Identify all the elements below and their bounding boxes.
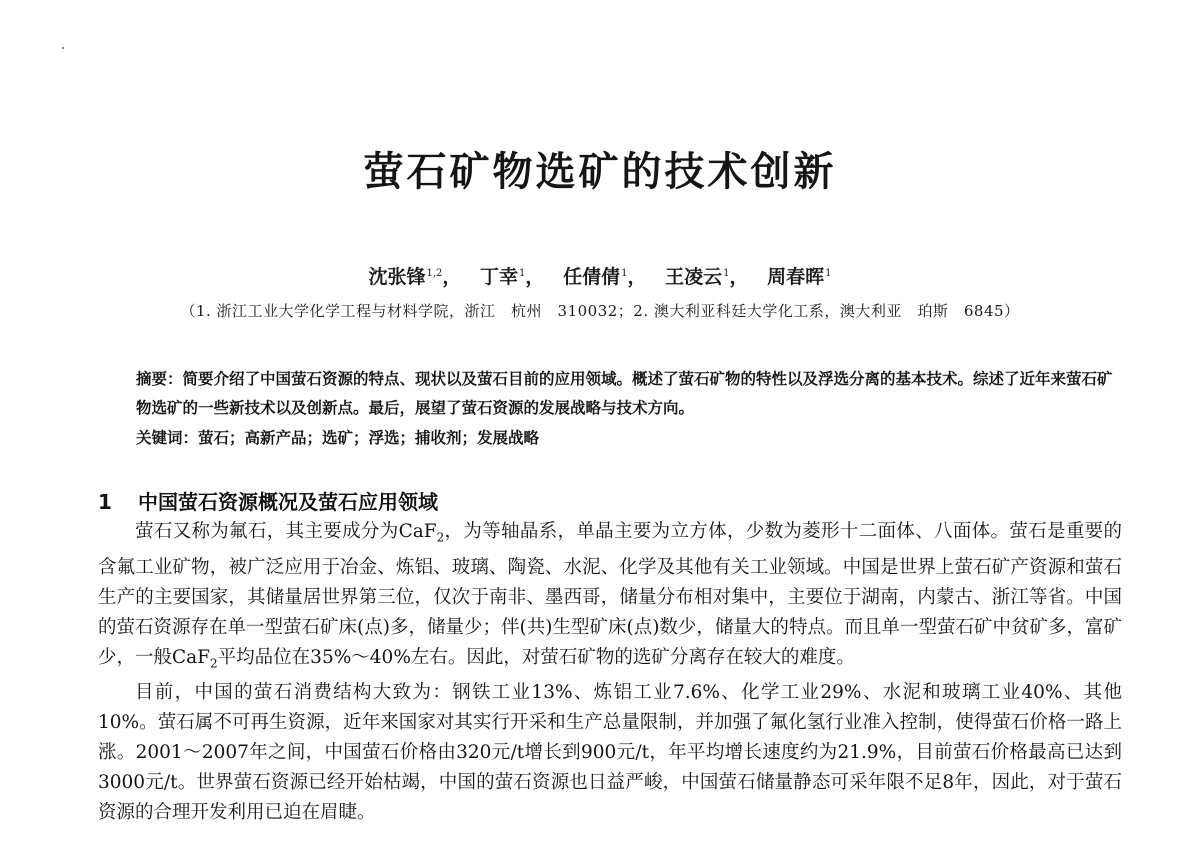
- author-separator: ，: [525, 266, 545, 288]
- author-affiliation-mark: 1,2: [426, 267, 443, 279]
- author-5: [767, 262, 831, 289]
- author-affiliation-mark: 1: [519, 267, 526, 279]
- author-2: [480, 262, 525, 289]
- abstract-text: 简要介绍了中国萤石资源的特点、现状以及萤石目前的应用领域。概述了萤石矿物的特性以及浮选分离的基本技术。综述了近年来萤石矿物选矿的一些新技术以及创新点。最后，展望了萤石资源的发展战略与技术方向。: [136, 369, 1113, 417]
- keywords: [136, 423, 1126, 452]
- author-name: 王凌云: [665, 266, 723, 288]
- keywords-label: 关键词：: [136, 428, 199, 447]
- author-4: [665, 262, 729, 289]
- author-name: 周春晖: [767, 266, 825, 288]
- paragraph-2: 目前，中国的萤石消费结构大致为：钢铁工业13%、炼铝工业7.6%、化学工业29%、水泥和玻璃工业40%、其他10%。萤石属不可再生资源，近年来国家对其实行开采和生产总量限制，并加强了氟化氢行业准入控制，使得萤石价格一路上涨。2001～2007年之间，中国萤石价格由320元/t增长到900元/t，年平均增长速度约为21.9%，目前萤石价格最高已达到3000元/t。世界萤石资源已经开始枯竭，中国的萤石资源也日益严峻，中国萤石储量静态可采年限不足8年，因此，对于萤石资源的合理开发利用已迫在眉睫。: [98, 682, 1122, 824]
- author-affiliations: （1. 浙江工业大学化学工程与材料学院，浙江 杭州 310032；2. 澳大利亚科廷大学化工系，澳大利亚 珀斯 6845）: [180, 302, 1020, 320]
- author-separator: ，: [442, 266, 462, 288]
- paragraph-1: [98, 517, 1122, 678]
- author-separator: ，: [729, 266, 749, 288]
- author-affiliation-mark: 1: [825, 267, 832, 279]
- keywords-text: 萤石；高新产品；选矿；浮选；捕收剂；发展战略: [198, 428, 540, 447]
- paragraph-text: ，为等轴晶系，单晶主要为立方体，少数为菱形十二面体、八面体。萤石是重要的含氟工业矿物，被广泛应用于冶金、炼铝、玻璃、陶瓷、水泥、化学及其他有关工业领域。中国是世界上萤石矿产资源和萤石生产的主要国家，其储量居世界第三位，仅次于南非、墨西哥，储量分布相对集中，主要位于湖南，内蒙古、浙江等省。中国的萤石资源存在单一型萤石矿床(点)多，储量少；伴(共)生型矿床(点)数少，储量大的特点。而且单一型萤石矿中贫矿多，富矿少，一般CaF: [98, 521, 1122, 668]
- paragraph-text: 平均品位在35%～40%左右。因此，对萤石矿物的选矿分离存在较大的难度。: [217, 646, 855, 668]
- abstract-label: 摘要：: [136, 369, 183, 388]
- author-name: 任倩倩: [563, 266, 621, 288]
- author-3: [563, 262, 627, 289]
- author-name: 沈张锋: [368, 266, 426, 288]
- scan-artifact-dot: [62, 47, 64, 49]
- section-heading: [98, 486, 1098, 515]
- author-list: [0, 262, 1200, 289]
- author-separator: ，: [627, 266, 647, 288]
- subscript: 2: [210, 656, 218, 671]
- abstract: [136, 364, 1126, 422]
- paper-title: 萤石矿物选矿的技术创新: [363, 149, 837, 195]
- section-number: 1: [98, 490, 112, 514]
- body-text: [98, 517, 1122, 828]
- author-affiliation-mark: 1: [621, 267, 628, 279]
- section-title: 中国萤石资源概况及萤石应用领域: [138, 490, 438, 514]
- subscript: 2: [436, 530, 445, 545]
- author-1: [368, 262, 442, 289]
- author-affiliation-mark: 1: [723, 267, 730, 279]
- paragraph-text: 萤石又称为氟石，其主要成分为CaF: [135, 521, 437, 542]
- author-name: 丁幸: [480, 266, 519, 288]
